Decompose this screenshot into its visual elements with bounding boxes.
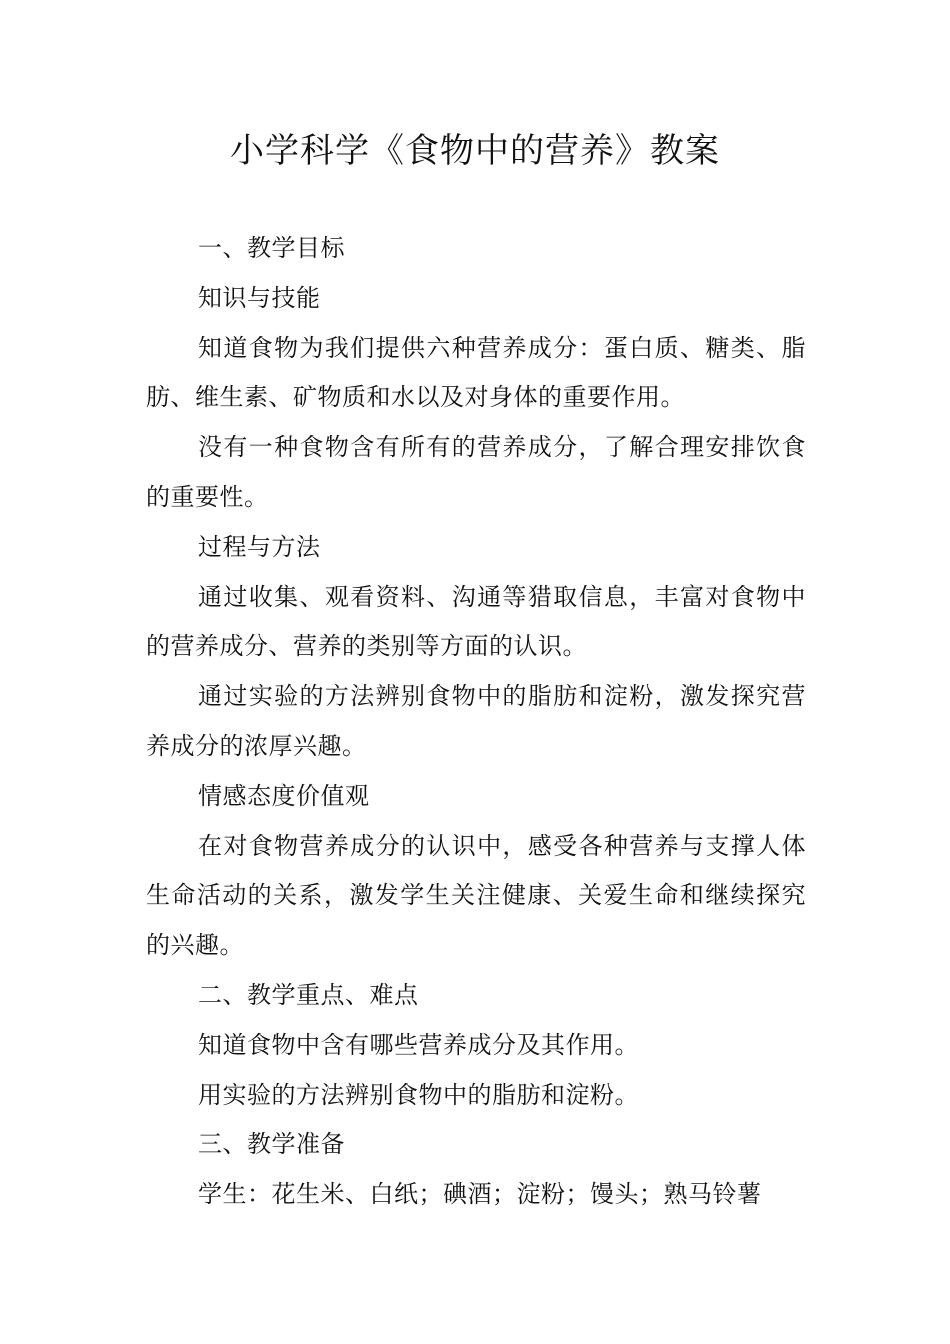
- section-heading-key-points: 二、教学重点、难点: [198, 980, 419, 1009]
- paragraph-collect-information: 通过收集、观看资料、沟通等猎取信息，丰富对食物中的营养成分、营养的类别等方面的认识。: [146, 582, 806, 661]
- paragraph-student-materials: 学生：花生米、白纸；碘酒；淀粉；馒头；熟马铃薯: [198, 1180, 762, 1209]
- paragraph-six-nutrients: 知道食物为我们提供六种营养成分：蛋白质、糖类、脂肪、维生素、矿物质和水以及对身体的重要作用。: [146, 333, 806, 412]
- section-heading-objectives: 一、教学目标: [198, 234, 345, 262]
- section-heading-preparation: 三、教学准备: [198, 1130, 345, 1159]
- document-title: 小学科学《食物中的营养》教案: [230, 131, 720, 171]
- document-body: [146, 224, 806, 1220]
- subheading-attitudes-values: 情感态度价值观: [198, 781, 370, 810]
- subheading-process-methods: 过程与方法: [198, 532, 321, 561]
- paragraph-health-life: 在对食物营养成分的认识中，感受各种营养与支撑人体生命活动的关系，激发学生关注健康、关爱生命和继续探究的兴趣。: [146, 831, 806, 960]
- paragraph-experiment-method: 通过实验的方法辨别食物中的脂肪和淀粉，激发探究营养成分的浓厚兴趣。: [146, 682, 806, 760]
- paragraph-key-point-2: 用实验的方法辨别食物中的脂肪和淀粉。: [198, 1080, 639, 1109]
- paragraph-key-point-1: 知道食物中含有哪些营养成分及其作用。: [198, 1030, 639, 1059]
- paragraph-balanced-diet: 没有一种食物含有所有的营养成分，了解合理安排饮食的重要性。: [146, 433, 806, 511]
- subheading-knowledge-skills: 知识与技能: [198, 283, 321, 312]
